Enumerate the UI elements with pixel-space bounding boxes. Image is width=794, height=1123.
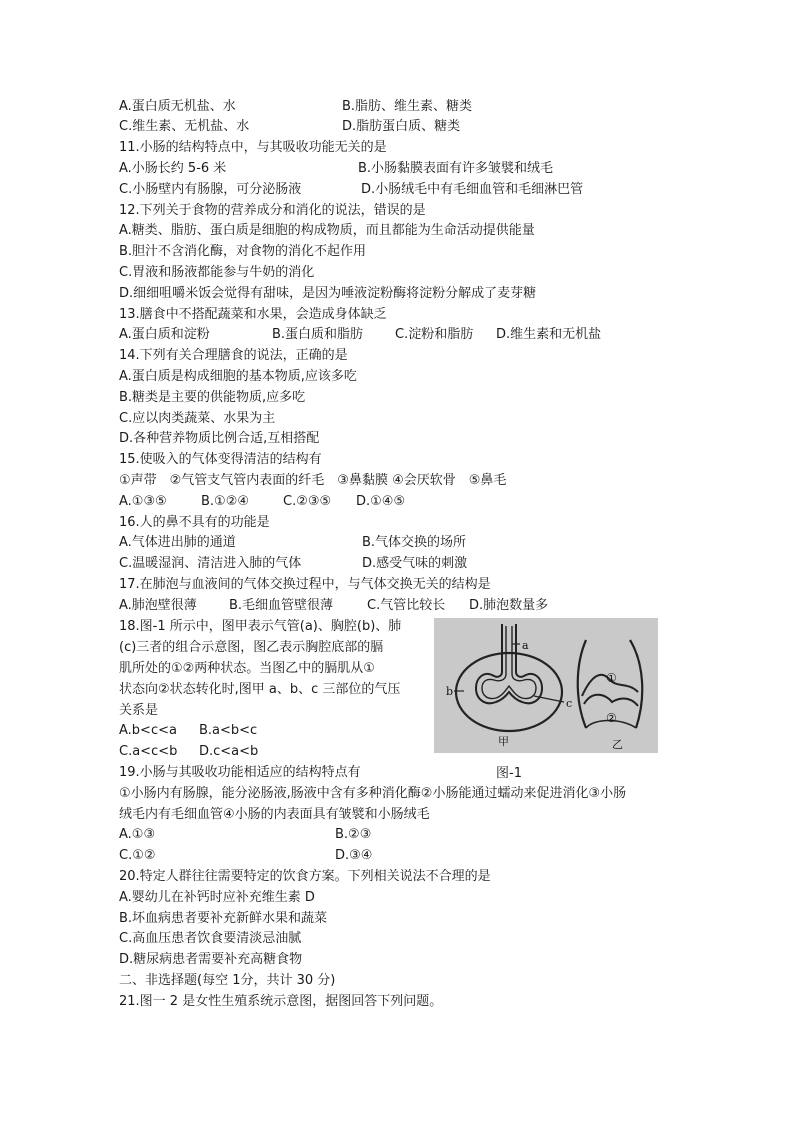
- ribcage-right: [630, 640, 642, 728]
- q11-stem: 11.小肠的结构特点中，与其吸收功能无关的是: [119, 140, 387, 155]
- q15-option-d: D.①④⑤: [356, 494, 406, 509]
- figure-caption: 图-1: [496, 766, 522, 781]
- q18-line-3: 肌所处的①②两种状态。当图乙中的膈肌从①: [119, 661, 375, 676]
- q19-option-a: A.①③: [119, 827, 156, 842]
- q12-option-c: C.胃液和肠液都能参与牛奶的消化: [119, 265, 315, 280]
- q11-option-d: D.小肠绒毛中有毛细血管和毛细淋巴管: [361, 182, 584, 197]
- q18-option-d: D.c<a<b: [199, 744, 259, 759]
- q11-option-a: A.小肠长约 5-6 米: [119, 161, 227, 176]
- label-yi: 乙: [612, 738, 623, 751]
- q14-option-a: A.蛋白质是构成细胞的基本物质,应该多吃: [119, 369, 357, 384]
- q14-option-b: B.糖类是主要的供能物质,应多吃: [119, 390, 306, 405]
- q16-option-b: B.气体交换的场所: [362, 535, 467, 550]
- label-state-1: ①: [606, 671, 617, 685]
- q19-line-2: 绒毛内有毛细血管④小肠的内表面具有皱襞和小肠绒毛: [119, 807, 430, 822]
- q19-line-1: ①小肠内有肠腺，能分泌肠液,肠液中含有多种消化酶②小肠能通过蠕动来促进消化③小肠: [119, 786, 627, 801]
- label-state-2: ②: [606, 711, 617, 725]
- q20-option-b: B.坏血病患者要补充新鲜水果和蔬菜: [119, 911, 328, 926]
- q16-option-c: C.温暖湿润、清洁进入肺的气体: [119, 556, 302, 571]
- q14-stem: 14.下列有关合理膳食的说法，正确的是: [119, 348, 348, 363]
- figure-1: [434, 618, 658, 753]
- q19-option-b: B.②③: [335, 827, 372, 842]
- q15-option-a: A.①③⑤: [119, 494, 167, 509]
- q20-option-a: A.婴幼儿在补钙时应补充维生素 D: [119, 890, 315, 905]
- label-jia: 甲: [498, 735, 509, 748]
- q16-option-d: D.感受气味的刺激: [362, 556, 468, 571]
- q13-option-c: C.淀粉和脂肪: [395, 327, 474, 342]
- q20-option-c: C.高血压患者饮食要清淡忌油腻: [119, 931, 302, 946]
- q18-line-5: 关系是: [119, 703, 159, 718]
- figure-1-diagram: [434, 618, 658, 753]
- q15-option-c: C.②③⑤: [283, 494, 332, 509]
- q16-option-a: A.气体进出肺的通道: [119, 535, 236, 550]
- q21-stem: 21.图一 2 是女性生殖系统示意图，据图回答下列问题。: [119, 994, 443, 1009]
- label-b: b: [446, 685, 454, 698]
- q10-option-a: A.蛋白质无机盐、水: [119, 99, 236, 114]
- q12-option-a: A.糖类、脂肪、蛋白质是细胞的构成物质，而且都能为生命活动提供能量: [119, 223, 535, 238]
- q18-line-4: 状态向②状态转化时,图甲 a、b、c 三部位的气压: [119, 682, 401, 697]
- q19-option-c: C.①②: [119, 848, 156, 863]
- q13-stem: 13.膳食中不搭配蔬菜和水果，会造成身体缺乏: [119, 307, 387, 322]
- q18-line-1: 18.图-1 所示中，图甲表示气管(a)、胸腔(b)、肺: [119, 619, 402, 634]
- q14-option-c: C.应以肉类蔬菜、水果为主: [119, 411, 276, 426]
- q15-stem: 15.使吸入的气体变得清洁的结构有: [119, 452, 322, 467]
- q19-stem: 19.小肠与其吸收功能相适应的结构特点有: [119, 765, 361, 780]
- q10-option-c: C.维生素、无机盐、水: [119, 119, 250, 134]
- trachea-and-lungs-outline: [476, 624, 542, 703]
- q17-option-b: B.毛细血管壁很薄: [229, 598, 334, 613]
- label-c: c: [566, 697, 573, 710]
- q12-option-d: D.细细咀嚼米饭会觉得有甜味，是因为唾液淀粉酶将淀粉分解成了麦芽糖: [119, 286, 537, 301]
- q15-option-b: B.①②④: [201, 494, 250, 509]
- q20-option-d: D.糖尿病患者需要补充高糖食物: [119, 952, 303, 967]
- q18-option-c: C.a<c<b: [119, 744, 178, 759]
- q11-option-b: B.小肠黏膜表面有许多皱襞和绒毛: [358, 161, 554, 176]
- q13-option-a: A.蛋白质和淀粉: [119, 327, 210, 342]
- q18-option-b: B.a<b<c: [199, 723, 258, 738]
- q17-option-d: D.肺泡数量多: [469, 598, 549, 613]
- q10-option-b: B.脂肪、维生素、糖类: [342, 99, 473, 114]
- q10-option-d: D.脂肪蛋白质、糖类: [342, 119, 461, 134]
- q13-option-b: B.蛋白质和脂肪: [272, 327, 364, 342]
- q19-option-d: D.③④: [335, 848, 373, 863]
- q15-items: ①声带 ②气管支气管内表面的纤毛 ③鼻黏膜 ④会厌软骨 ⑤鼻毛: [119, 473, 507, 488]
- q14-option-d: D.各种营养物质比例合适,互相搭配: [119, 431, 320, 446]
- q12-stem: 12.下列关于食物的营养成分和消化的说法，错误的是: [119, 203, 426, 218]
- q16-stem: 16.人的鼻不具有的功能是: [119, 515, 270, 530]
- q17-stem: 17.在肺泡与血液间的气体交换过程中，与气体交换无关的结构是: [119, 577, 491, 592]
- q11-option-c: C.小肠壁内有肠腺，可分泌肠液: [119, 182, 302, 197]
- ribcage-left: [578, 640, 586, 728]
- q17-option-a: A.肺泡壁很薄: [119, 598, 197, 613]
- q18-option-a: A.b<c<a: [119, 723, 177, 738]
- q13-option-d: D.维生素和无机盐: [496, 327, 602, 342]
- label-a: a: [522, 639, 529, 652]
- lungs-inner-outline: [482, 626, 536, 699]
- q17-option-c: C.气管比较长: [367, 598, 446, 613]
- q18-line-2: (c)三者的组合示意图，图乙表示胸腔底部的膈: [119, 640, 384, 655]
- diaphragm-state-2: [584, 695, 638, 706]
- q20-stem: 20.特定人群往往需要特定的饮食方案。下列相关说法不合理的是: [119, 869, 491, 884]
- section-2-heading: 二、非选择题(每空 1分，共计 30 分): [119, 973, 336, 988]
- q12-option-b: B.胆汁不含消化酶，对食物的消化不起作用: [119, 244, 367, 259]
